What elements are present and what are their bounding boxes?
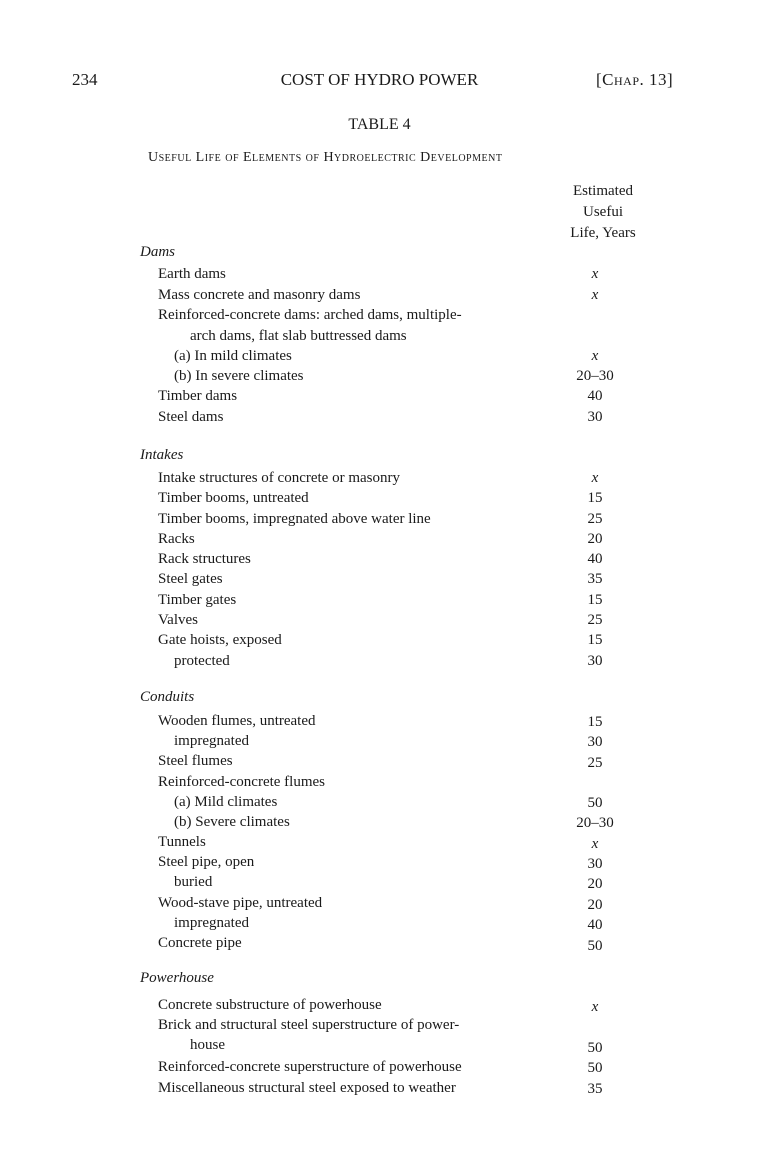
table-row-value: 30: [587, 856, 603, 872]
table-row-value: 20–30: [576, 815, 614, 831]
section-heading-conduits: Conduits: [140, 689, 195, 705]
table-row-label: buried: [174, 874, 213, 890]
table-row-value: 30: [587, 653, 603, 669]
table-row-value: 40: [587, 917, 603, 933]
table-row-label: Intake structures of concrete or masonry: [158, 470, 400, 486]
table-row-value: 40: [587, 388, 603, 404]
table-row-label: Racks: [158, 531, 195, 547]
table-row-value: 30: [587, 409, 603, 425]
table-row-label: Earth dams: [158, 266, 226, 282]
table-row-label: house: [190, 1037, 225, 1053]
page-number: 234: [72, 70, 98, 89]
table-row-label: Miscellaneous structural steel exposed to weather: [158, 1080, 456, 1096]
table-row-label: Steel pipe, open: [158, 854, 255, 870]
table-row-value: 15: [587, 714, 603, 730]
table-row-value: x: [591, 999, 599, 1015]
table-row-value: 50: [587, 795, 603, 811]
table-row-value: 40: [587, 551, 603, 567]
section-heading-powerhouse: Powerhouse: [140, 970, 214, 986]
table-title: TABLE 4: [348, 116, 411, 133]
table-row-value: 50: [587, 1040, 603, 1056]
table-row-value: 20: [587, 531, 603, 547]
table-row-value: 15: [587, 632, 603, 648]
column-header-line-1: Estimated: [573, 183, 633, 199]
table-row-value: x: [591, 287, 599, 303]
table-row-value: x: [591, 470, 599, 486]
table-row-value: 25: [587, 755, 603, 771]
table-row-label: Wood-stave pipe, untreated: [158, 895, 323, 911]
table-row-label: Timber booms, impregnated above water line: [158, 511, 431, 527]
table-row-value: 15: [587, 490, 603, 506]
table-row-label: Timber booms, untreated: [158, 490, 309, 506]
table-row-label: (a) Mild climates: [174, 794, 278, 810]
column-header-line-3: Life, Years: [570, 225, 636, 241]
table-row-value: 15: [587, 592, 603, 608]
table-row-label: Valves: [158, 612, 198, 628]
table-row-value: 20–30: [576, 368, 614, 384]
table-subtitle: Useful Life of Elements of Hydroelectric Development: [148, 150, 503, 165]
table-row-label: Reinforced-concrete flumes: [158, 774, 325, 790]
table-row-label: Steel flumes: [158, 753, 233, 769]
table-row-label: (a) In mild climates: [174, 348, 292, 364]
table-row-label: impregnated: [174, 915, 249, 931]
table-row-label: Steel dams: [158, 409, 224, 425]
table-row-label: arch dams, flat slab buttressed dams: [190, 328, 407, 344]
table-row-label: (b) Severe climates: [174, 814, 290, 830]
table-row-value: 35: [587, 571, 603, 587]
table-row-value: 25: [587, 511, 603, 527]
table-row-value: x: [591, 266, 599, 282]
table-row-label: Steel gates: [158, 571, 223, 587]
table-row-value: x: [591, 348, 599, 364]
table-row-label: Mass concrete and masonry dams: [158, 287, 361, 303]
table-row-label: impregnated: [174, 733, 249, 749]
running-title: COST OF HYDRO POWER: [280, 70, 479, 89]
table-row-label: Reinforced-concrete superstructure of powerhouse: [158, 1059, 462, 1075]
table-row-label: Reinforced-concrete dams: arched dams, multiple-: [158, 307, 462, 323]
table-row-value: 35: [587, 1081, 603, 1097]
table-row-value: 30: [587, 734, 603, 750]
table-row-label: Timber gates: [158, 592, 237, 608]
table-row-label: protected: [174, 653, 230, 669]
section-heading-intakes: Intakes: [140, 447, 184, 463]
table-row-label: Brick and structural steel superstructure of power-: [158, 1017, 460, 1033]
table-row-value: 25: [587, 612, 603, 628]
table-row-label: Tunnels: [158, 834, 206, 850]
section-heading-dams: Dams: [140, 244, 176, 260]
table-row-label: Gate hoists, exposed: [158, 632, 282, 648]
table-row-label: Wooden flumes, untreated: [158, 713, 316, 729]
table-row-value: 20: [587, 876, 603, 892]
table-row-label: Concrete pipe: [158, 935, 242, 951]
column-header-line-2: Usefui: [583, 204, 623, 220]
table-row-value: x: [591, 836, 599, 852]
table-row-value: 50: [587, 938, 603, 954]
table-row-label: Rack structures: [158, 551, 251, 567]
table-row-label: Concrete substructure of powerhouse: [158, 997, 382, 1013]
chapter-label: [Chap. 13]: [596, 70, 674, 89]
table-row-label: (b) In severe climates: [174, 368, 304, 384]
table-row-value: 20: [587, 897, 603, 913]
table-row-value: 50: [587, 1060, 603, 1076]
table-row-label: Timber dams: [158, 388, 238, 404]
